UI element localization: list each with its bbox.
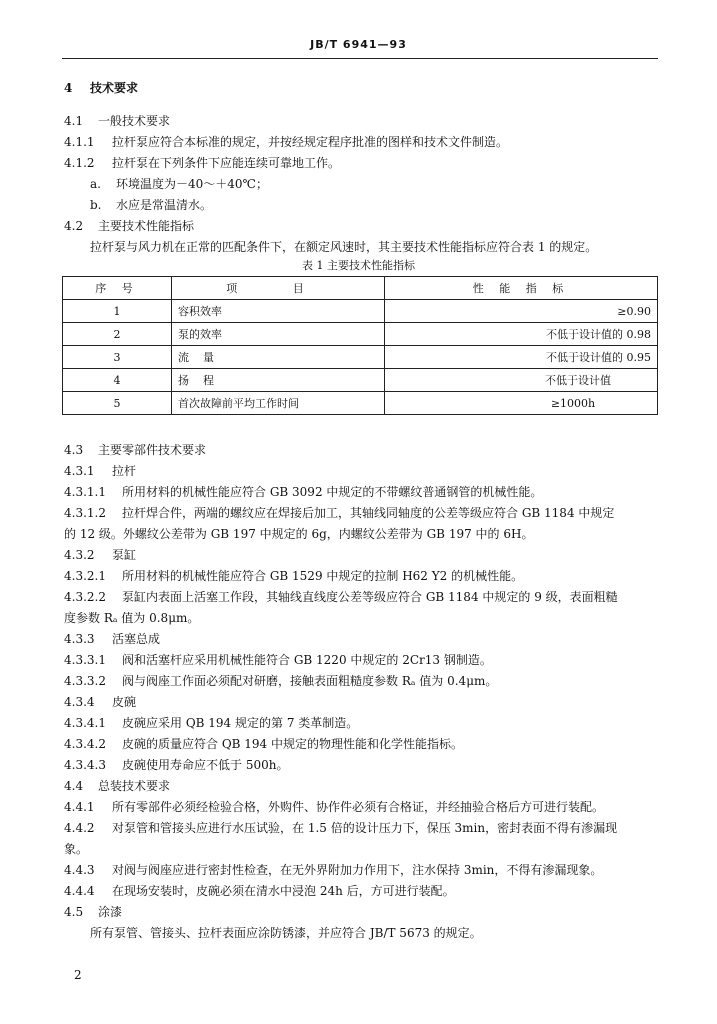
table-row: [63, 346, 658, 369]
list-item: b. 水应是常温清水。: [90, 198, 213, 212]
subsection-heading: 4.4 总装技术要求: [64, 779, 171, 793]
table-row: [63, 323, 658, 346]
page-number: 2: [74, 968, 82, 982]
clause: 4.3.3.1 阀和活塞杆应采用机械性能符合 GB 1220 中规定的 2Cr13 钢制造。: [64, 653, 492, 667]
clause: 4.3.4.2 皮碗的质量应符合 QB 194 中规定的物理性能和化学性能指标。: [64, 737, 464, 751]
header-cell: 项 目: [172, 277, 385, 300]
clause-continuation: 象。: [64, 842, 89, 856]
section-heading: 4 技术要求: [64, 81, 139, 95]
table-cell: 不低于设计值的 0.95: [385, 346, 658, 369]
clause: 4.3.1.2 拉杆焊合件，两端的螺纹应在焊接后加工，其轴线同轴度的公差等级应符合 GB 1184 中规定: [64, 506, 615, 520]
clause: 4.3.2.2 泵缸内表面上活塞工作段，其轴线直线度公差等级应符合 GB 1184 中规定的 9 级，表面粗糙: [64, 590, 618, 604]
clause: 4.3.4.1 皮碗应采用 QB 194 规定的第 7 类革制造。: [64, 716, 359, 730]
table-cell: ≥1000h: [385, 392, 658, 415]
subsection-heading: 4.1 一般技术要求: [64, 114, 171, 128]
clause: 4.3.3 活塞总成: [64, 632, 161, 646]
table-cell: ≥0.90: [385, 300, 658, 323]
performance-table: [62, 276, 658, 415]
table-cell: 扬 程: [172, 369, 385, 392]
table-row: [63, 300, 658, 323]
paragraph: 所有泵管、管接头、拉杆表面应涂防锈漆，并应符合 JB/T 5673 的规定。: [90, 926, 482, 940]
subsection-heading: 4.5 涂漆: [64, 905, 123, 919]
table-cell: 4: [63, 369, 172, 392]
table-row: [63, 369, 658, 392]
table-row: [63, 392, 658, 415]
subsection-heading: 4.2 主要技术性能指标: [64, 219, 195, 233]
clause: 4.1.2 拉杆泵在下列条件下应能连续可靠地工作。: [64, 156, 341, 170]
paragraph: 拉杆泵与风力机在正常的匹配条件下，在额定风速时，其主要技术性能指标应符合表 1 的规定。: [90, 240, 598, 254]
table-cell: 2: [63, 323, 172, 346]
clause: 4.1.1 拉杆泵应符合本标准的规定，并按经规定程序批准的图样和技术文件制造。: [64, 135, 509, 149]
clause: 4.4.1 所有零部件必须经检验合格，外购件、协作件必须有合格证，并经抽验合格后方可进行装配。: [64, 800, 605, 814]
header-divider: [62, 58, 658, 59]
header-cell: 性 能 指 标: [385, 277, 658, 300]
table-cell: 不低于设计值的 0.98: [385, 323, 658, 346]
clause: 4.3.1 拉杆: [64, 464, 137, 478]
clause: 4.3.1.1 所用材料的机械性能应符合 GB 3092 中规定的不带螺纹普通钢管的机械性能。: [64, 485, 543, 499]
clause: 4.3.3.2 阀与阀座工作面必须配对研磨，接触表面粗糙度参数 Rₐ 值为 0.4μm。: [64, 674, 498, 688]
header-cell: 序 号: [63, 277, 172, 300]
clause-continuation: 的 12 级。外螺纹公差带为 GB 197 中规定的 6g，内螺纹公差带为 GB 197 中的 6H。: [64, 527, 534, 541]
page-header: JB/T 6941—93: [310, 38, 407, 51]
clause: 4.3.4 皮碗: [64, 695, 137, 709]
clause: 4.4.2 对泵管和管接头应进行水压试验，在 1.5 倍的设计压力下，保压 3min，密封表面不得有渗漏现: [64, 821, 618, 835]
table-cell: 泵的效率: [172, 323, 385, 346]
clause-continuation: 度参数 Rₐ 值为 0.8μm。: [64, 611, 200, 625]
table-cell: 3: [63, 346, 172, 369]
subsection-heading: 4.3 主要零部件技术要求: [64, 443, 207, 457]
clause: 4.4.3 对阀与阀座应进行密封性检查，在无外界附加力作用下，注水保持 3min，不得有渗漏现象。: [64, 863, 603, 877]
table-cell: 首次故障前平均工作时间: [172, 392, 385, 415]
table-cell: 容积效率: [172, 300, 385, 323]
table-header-row: [63, 277, 658, 300]
clause: 4.3.4.3 皮碗使用寿命应不低于 500h。: [64, 758, 289, 772]
clause: 4.4.4 在现场安装时，皮碗必须在清水中浸泡 24h 后，方可进行装配。: [64, 884, 455, 898]
clause: 4.3.2 泵缸: [64, 548, 137, 562]
table-caption: 表 1 主要技术性能指标: [302, 259, 415, 272]
table-cell: 流 量: [172, 346, 385, 369]
list-item: a. 环境温度为－40～＋40℃；: [90, 177, 268, 191]
table-cell: 1: [63, 300, 172, 323]
table-cell: 不低于设计值: [385, 369, 658, 392]
table-cell: 5: [63, 392, 172, 415]
clause: 4.3.2.1 所用材料的机械性能应符合 GB 1529 中规定的拉制 H62 Y2 的机械性能。: [64, 569, 524, 583]
